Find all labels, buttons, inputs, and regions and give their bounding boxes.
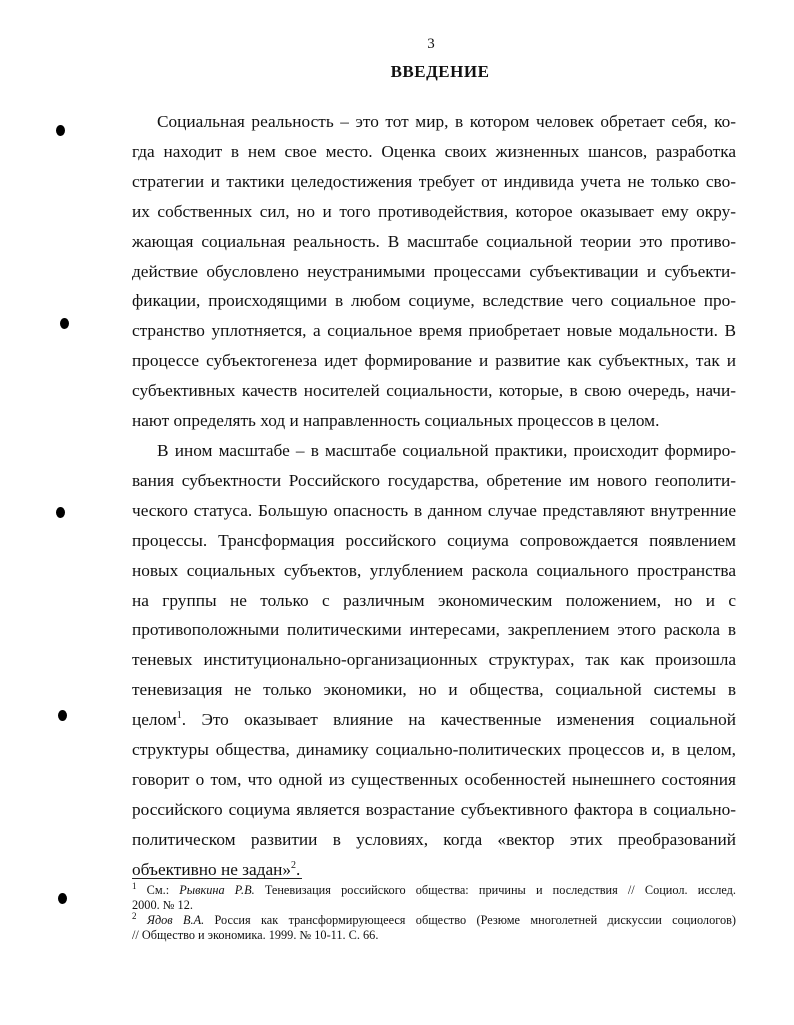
text-line: жающая социальная реальность. В масштабе социальной теории это противо-: [132, 231, 736, 251]
text-line: стратегии и тактики целедостижения требует от индивида учета не только сво-: [132, 171, 736, 191]
footnote-mark: 1: [132, 880, 137, 891]
text-line: теневых институционально-организационных структурах, так как произошла: [132, 650, 736, 670]
footnote-text: Россия как трансформирующееся общество (Резюме многолетней дискуссии социологов): [204, 913, 736, 927]
text-line: действие обусловлено неустранимыми процессами субъективации и субъекти-: [132, 261, 736, 281]
text-line: субъективных качеств носителей социальности, которые, в свою очередь, начи-: [132, 381, 736, 401]
text-line: гда находит в нем свое место. Оценка своих жизненных шансов, разработка: [132, 141, 736, 161]
text-line: ческого статуса. Большую опасность в данном случае представляют внутренние: [132, 500, 736, 520]
footnote-prefix: [137, 913, 147, 927]
punch-hole-mark: [56, 125, 65, 136]
footnote-line: // Общество и экономика. 1999. № 10-11. С. 66.: [132, 928, 379, 942]
footnote-prefix: См.:: [136, 883, 180, 897]
footnote-line: [132, 910, 736, 928]
text-line: фикации, происходящими в любом социуме, вследствие чего социальное про-: [132, 291, 736, 311]
text-fragment: .: [296, 859, 301, 879]
text-line: вания субъектности Российского государства, обретение им нового геополити-: [132, 470, 736, 490]
footnote-divider: [132, 878, 302, 879]
punch-hole-mark: [60, 318, 69, 329]
punch-hole-mark: [56, 507, 65, 518]
text-line: Социальная реальность – это тот мир, в котором человек обретает себя, ко-: [157, 112, 736, 131]
footnote-ref-1: 1: [176, 710, 182, 722]
text-line: на группы не только с различным экономическим положением, но и с: [132, 590, 736, 610]
footnote-1: [132, 880, 736, 913]
punch-hole-mark: [58, 710, 67, 721]
text-line: их собственных сил, но и того противодействия, которое оказывает ему окру-: [132, 201, 736, 221]
text-line: новых социальных субъектов, углублением раскола социального пространства: [132, 560, 736, 580]
text-line: В ином масштабе – в масштабе социальной практики, происходит формиро-: [157, 441, 736, 460]
text-fragment: объективно не задан»: [132, 859, 292, 879]
footnote-author: Рывкина Р.В.: [179, 883, 255, 897]
footnote-line: 2000. № 12.: [132, 898, 193, 912]
text-line: политическом развитии в условиях, когда «вектор этих преобразований: [132, 829, 736, 849]
footnote-mark: 2: [132, 910, 137, 921]
punch-hole-mark: [58, 893, 67, 904]
text-line: странство уплотняется, а социальное время приобретает новые модальности. В: [132, 321, 736, 341]
text-line: [132, 705, 736, 735]
footnote-line: [132, 880, 736, 898]
text-fragment: целом: [132, 710, 177, 730]
page-title: ВВЕДЕНИЕ: [390, 62, 490, 81]
text-line: процессе субъектогенеза идет формирование и развитие как субъектных, так и: [132, 351, 736, 371]
page-number: 3: [427, 36, 435, 52]
text-line: теневизация не только экономики, но и общества, социальной системы в: [132, 680, 736, 700]
text-line: противоположными политическими интересами, закреплением этого раскола в: [132, 620, 736, 640]
text-line: нают определять ход и направленность социальных процессов в целом.: [132, 411, 660, 431]
footnote-2: [132, 910, 736, 943]
text-line: [132, 855, 736, 885]
footnote-text: Теневизация российского общества: причины и последствия // Социол. исслед.: [254, 883, 736, 897]
paragraph-2: [132, 436, 736, 885]
text-line: говорит о том, что одной из существенных особенностей нынешнего состояния: [132, 769, 736, 789]
footnote-author: Ядов В.А.: [146, 913, 205, 927]
text-fragment: . Это оказывает влияние на качественные изменения социальной: [181, 710, 736, 730]
text-line: российского социума является возрастание субъективного фактора в социально-: [132, 799, 736, 819]
text-line: структуры общества, динамику социально-политических процессов и, в целом,: [132, 740, 736, 760]
paragraph-1: [132, 107, 736, 436]
text-line: процессы. Трансформация российского социума сопровождается появлением: [132, 530, 736, 550]
footnotes: [132, 880, 736, 943]
footnote-ref-2: 2: [291, 859, 297, 871]
